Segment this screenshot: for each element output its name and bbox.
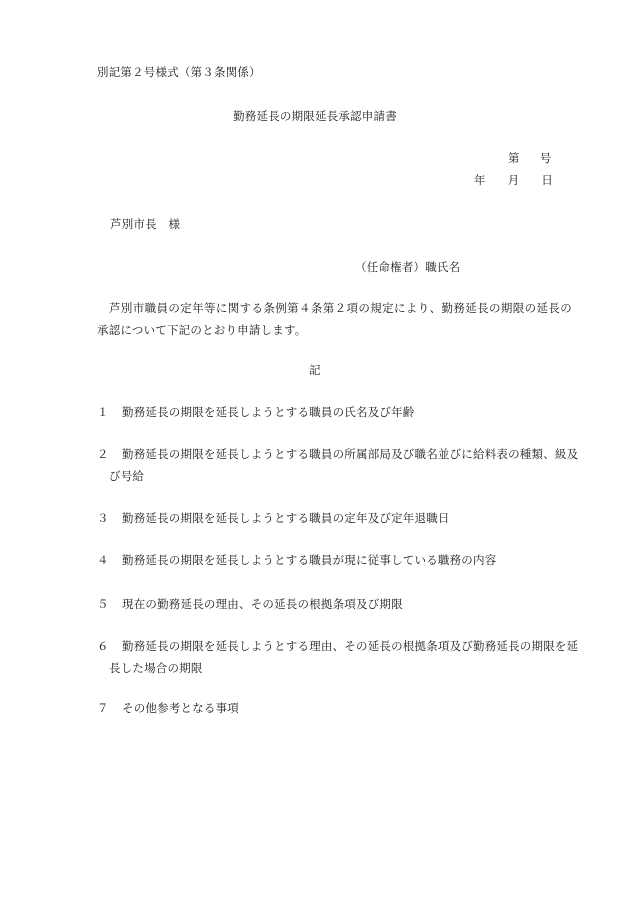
list-item	[97, 593, 584, 615]
item-text: 勤務延長の期限を延長しようとする職員の氏名及び年齢	[122, 405, 415, 419]
item-number: ３	[97, 511, 109, 525]
list-item	[97, 635, 584, 679]
form-label: 別記第２号様式（第３条関係）	[97, 65, 261, 79]
item-text: 勤務延長の期限を延長しようとする理由、その延長の根拠条項及び勤務延長の期限を延長した場合の期限	[109, 639, 579, 675]
list-item	[97, 443, 584, 487]
date-year: 年	[474, 173, 486, 187]
number-suffix: 号	[539, 151, 552, 165]
number-prefix: 第	[508, 151, 520, 165]
item-text: 勤務延長の期限を延長しようとする職員の定年及び定年退職日	[122, 511, 450, 525]
addressee: 芦別市長 様	[110, 217, 181, 231]
document-number-line	[508, 150, 551, 166]
item-number: ４	[97, 553, 109, 567]
list-item	[97, 549, 584, 571]
item-number: ７	[97, 701, 109, 715]
request-body: 芦別市職員の定年等に関する条例第４条第２項の規定により、勤務延長の期限の延長の承認について下記のとおり申請します。	[97, 301, 572, 337]
item-text: 現在の勤務延長の理由、その延長の根拠条項及び期限	[122, 597, 403, 611]
applicant-line: （任命権者）職氏名	[355, 260, 461, 274]
date-day: 日	[541, 173, 554, 187]
ki-heading: 記	[309, 363, 321, 377]
document-title: 勤務延長の期限延長承認申請書	[233, 109, 397, 123]
item-number: ５	[97, 597, 109, 611]
item-number: ２	[97, 447, 109, 461]
list-item	[97, 697, 584, 719]
item-number: ６	[97, 639, 109, 653]
item-text: 勤務延長の期限を延長しようとする職員の所属部局及び職名並びに給料表の種類、級及び号給	[109, 447, 579, 483]
date-line	[474, 172, 553, 188]
item-number: １	[97, 405, 109, 419]
item-text: 勤務延長の期限を延長しようとする職員が現に従事している職務の内容	[122, 553, 497, 567]
item-text: その他参考となる事項	[122, 701, 239, 715]
list-item	[97, 401, 584, 423]
list-item	[97, 507, 584, 529]
date-month: 月	[507, 173, 520, 187]
